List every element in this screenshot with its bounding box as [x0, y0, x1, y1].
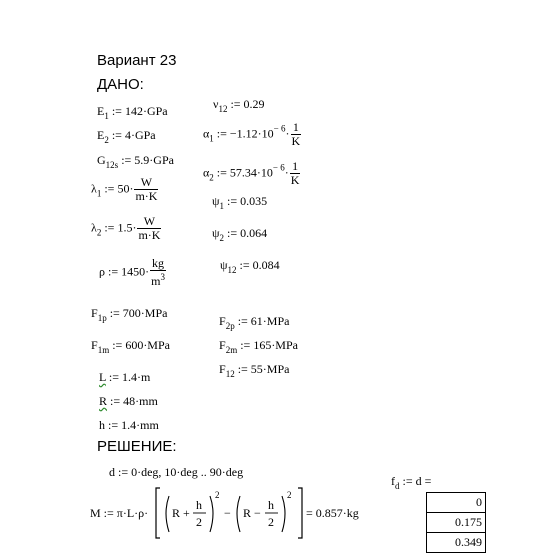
- svg-text:2: 2: [196, 515, 202, 529]
- svg-text:R +: R +: [172, 506, 190, 520]
- table-row: [427, 493, 486, 513]
- given-heading: ДАНО:: [97, 76, 144, 93]
- eq-F2p: $F_{2p}$ := 61·MPa: [219, 314, 290, 331]
- variant-title: Вариант 23: [97, 52, 177, 69]
- svg-text:R −: R −: [243, 506, 261, 520]
- svg-text:2: 2: [287, 490, 292, 500]
- eq-psi12: $\psi_{12}$ := 0.084: [220, 258, 280, 275]
- mass-formula: [90, 480, 390, 543]
- eq-F12: $F_{12}$ := 55·MPa: [219, 362, 290, 379]
- eq-R: R := 48·mm: [99, 394, 158, 408]
- svg-text:= 0.857·kg: = 0.857·kg: [306, 506, 359, 520]
- eq-lambda1: $\lambda_1$ := 50· $\frac{W}{m\cdot K}$: [91, 175, 158, 203]
- eq-alpha2: $\alpha_2$ := $57.34\cdot 10^{- 6}\cdot$ $\frac{1}{K}$: [203, 159, 300, 187]
- svg-text:−: −: [224, 506, 231, 520]
- eq-h: h := 1.4·mm: [99, 418, 159, 432]
- eq-F2m: $F_{2m}$ := 165·MPa: [219, 338, 298, 355]
- eq-lambda2: $\lambda_2$ := 1.5· $\frac{W}{m\cdot K}$: [91, 214, 161, 242]
- table-cell: 0: [427, 493, 486, 513]
- eq-F1p: $F_{1p}$ := 700·MPa: [91, 306, 168, 323]
- svg-text:2: 2: [215, 490, 220, 500]
- table-row: [427, 513, 486, 533]
- eq-psi2: $\psi_2$ := 0.064: [212, 226, 268, 243]
- eq-E2: $E_2$ := 4·GPa: [97, 128, 156, 145]
- svg-text:h: h: [196, 498, 202, 512]
- eq-L: L := 1.4·m: [99, 370, 151, 384]
- solution-heading: РЕШЕНИЕ:: [97, 438, 177, 455]
- eq-d-range: d := 0·deg, 10·deg .. 90·deg: [109, 465, 244, 479]
- eq-nu12: $\nu_{12}$ := 0.29: [213, 97, 265, 114]
- eq-fd: $f_d$ := d =: [391, 474, 432, 491]
- svg-text:h: h: [268, 498, 274, 512]
- eq-E1: $E_1$ := 142·GPa: [97, 104, 168, 121]
- table-cell: 0.175: [427, 513, 486, 533]
- eq-G12s: $G_{12s}$ := 5.9·GPa: [97, 153, 174, 170]
- eq-alpha1: $\alpha_1$ := $-1.12\cdot 10^{- 6}\cdot$ $\frac{1}{K}$: [203, 120, 301, 148]
- fd-result-table: [426, 492, 486, 553]
- table-cell: 0.349: [427, 533, 486, 553]
- eq-F1m: $F_{1m}$ := 600·MPa: [91, 338, 170, 355]
- eq-psi1: $\psi_1$ := 0.035: [212, 194, 268, 211]
- svg-text:M := π·L·ρ·: M := π·L·ρ·: [90, 506, 149, 520]
- eq-rho: ρ := 1450· $\frac{kg}{m^3}$: [99, 256, 165, 288]
- svg-text:2: 2: [268, 515, 274, 529]
